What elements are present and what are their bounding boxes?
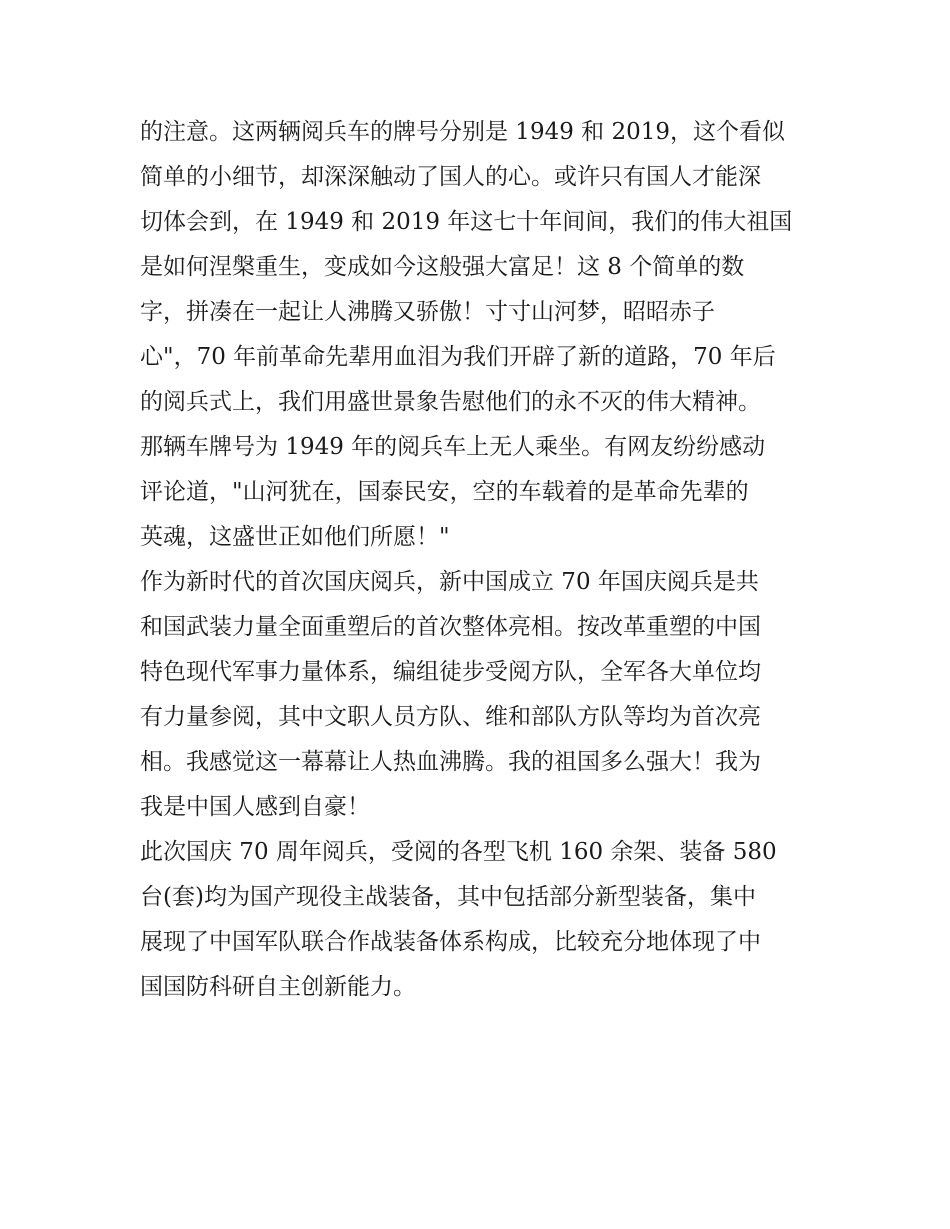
text-line: 国国防科研自主创新能力。 — [140, 974, 416, 1000]
text-line: 和国武装力量全面重塑后的首次整体亮相。按改革重塑的中国 — [140, 614, 761, 640]
text-line: 英魂，这盛世正如他们所愿！" — [140, 524, 450, 550]
text-line: 台(套)均为国产现役主战装备，其中包括部分新型装备，集中 — [140, 884, 756, 910]
paragraph — [140, 830, 830, 1010]
text-line: 特色现代军事力量体系，编组徒步受阅方队，全军各大单位均 — [140, 659, 761, 685]
text-line: 评论道，"山河犹在，国泰民安，空的车载着的是革命先辈的 — [140, 479, 749, 505]
text-line: 是如何涅槃重生，变成如今这般强大富足！这 8 个简单的数 — [140, 254, 745, 280]
text-line: 切体会到，在 1949 和 2019 年这七十年间间，我们的伟大祖国 — [140, 209, 793, 235]
text-line: 相。我感觉这一幕幕让人热血沸腾。我的祖国多么强大！我为 — [140, 749, 761, 775]
text-line: 的注意。这两辆阅兵车的牌号分别是 1949 和 2019，这个看似 — [140, 119, 785, 145]
text-line: 此次国庆 70 周年阅兵，受阅的各型飞机 160 余架、装备 580 — [140, 839, 777, 865]
text-line: 展现了中国军队联合作战装备体系构成，比较充分地体现了中 — [140, 929, 761, 955]
text-line: 我是中国人感到自豪！ — [140, 794, 370, 820]
text-line: 的阅兵式上，我们用盛世景象告慰他们的永不灭的伟大精神。 — [140, 389, 761, 415]
text-line: 简单的小细节，却深深触动了国人的心。或许只有国人才能深 — [140, 164, 761, 190]
text-line: 有力量参阅，其中文职人员方队、维和部队方队等均为首次亮 — [140, 704, 761, 730]
text-line: 心"，70 年前革命先辈用血泪为我们开辟了新的道路，70 年后 — [140, 344, 776, 370]
paragraph — [140, 560, 830, 830]
document-body — [140, 110, 830, 1010]
paragraph — [140, 110, 830, 560]
text-line: 作为新时代的首次国庆阅兵，新中国成立 70 年国庆阅兵是共 — [140, 569, 759, 595]
text-line: 字，拼凑在一起让人沸腾又骄傲！寸寸山河梦，昭昭赤子 — [140, 299, 715, 325]
text-line: 那辆车牌号为 1949 年的阅兵车上无人乘坐。有网友纷纷感动 — [140, 434, 766, 460]
